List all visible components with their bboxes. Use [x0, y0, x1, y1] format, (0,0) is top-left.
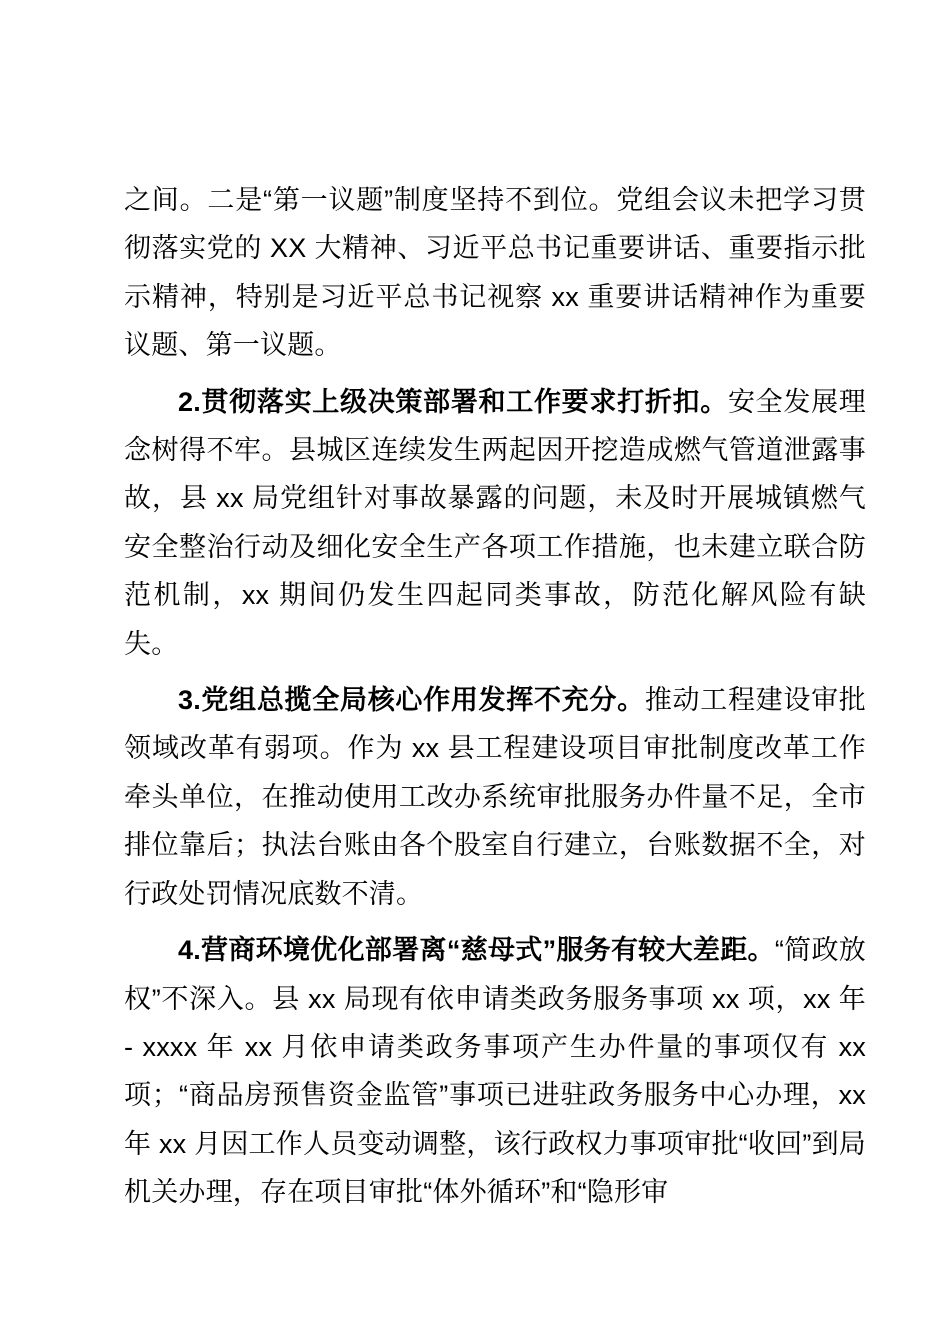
paragraph-3-lead: 3.党组总揽全局核心作用发挥不充分。 [178, 685, 645, 716]
paragraph-2 [124, 378, 866, 668]
paragraph-2-body: 安全发展理念树得不牢。县城区连续发生两起因开挖造成燃气管道泄露事故，县 xx 局党组针对事故暴露的问题，未及时开展城镇燃气安全整治行动及细化安全生产各项工作措施，也未建立联合防范机制，xx 期间仍发生四起同类事故，防范化解风险有缺失。 [124, 386, 866, 659]
paragraph-4-lead: 4.营商环境优化部署离“慈母式”服务有较大差距。 [178, 935, 775, 966]
paragraph-1-body: 之间。二是“第一议题”制度坚持不到位。党组会议未把学习贯彻落实党的 XX 大精神、习近平总书记重要讲话、重要指示批示精神，特别是习近平总书记视察 xx 重要讲话精神作为重要议题、第一议题。 [124, 185, 866, 361]
paragraph-4-body: “简政放权”不深入。县 xx 局现有依申请类政务服务事项 xx 项，xx 年 - xxxx 年 xx 月依申请类政务事项产生办件量的事项仅有 xx 项；“商品房预售资金监管”事项已进驻政务服务中心办理，xx 年 xx 月因工作人员变动调整，该行政权力事项审批“收回”到局机关办理，存在项目审批“体外循环”和“隐形审 [124, 935, 866, 1208]
paragraph-3 [124, 676, 866, 918]
paragraph-2-lead: 2.贯彻落实上级决策部署和工作要求打折扣。 [178, 386, 728, 417]
paragraph-1 [124, 176, 866, 370]
paragraph-3-body: 推动工程建设审批领域改革有弱项。作为 xx 县工程建设项目审批制度改革工作牵头单位，在推动使用工改办系统审批服务办件量不足，全市排位靠后；执法台账由各个股室自行建立，台账数据不全，对行政处罚情况底数不清。 [124, 685, 866, 909]
paragraph-4 [124, 926, 866, 1216]
